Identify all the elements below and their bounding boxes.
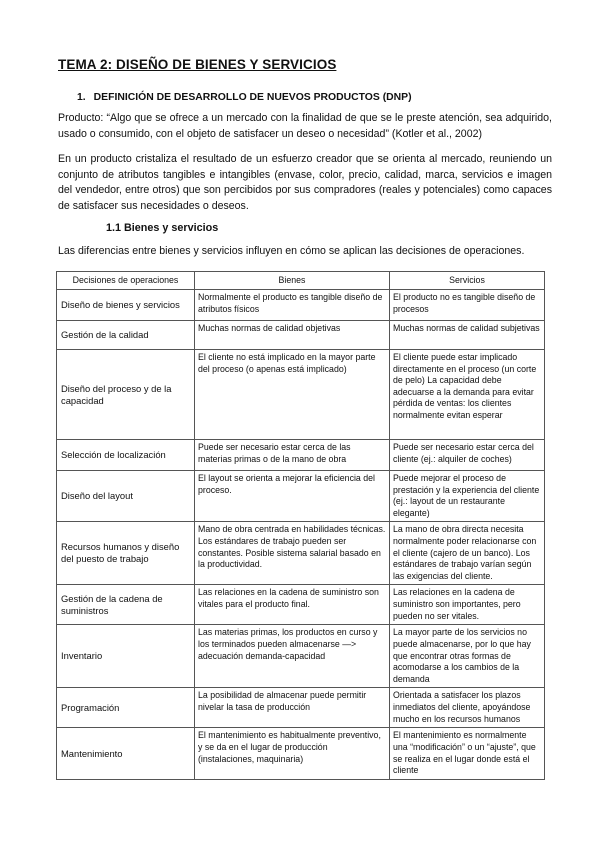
goods-cell: Puede ser necesario estar cerca de las materias primas o de la mano de obra — [195, 440, 390, 471]
goods-cell: El layout se orienta a mejorar la eficiencia del proceso. — [195, 471, 390, 522]
services-cell: Orientada a satisfacer los plazos inmediatos del cliente, apoyándose mucho en los recursos humanos — [390, 688, 545, 728]
goods-cell: Mano de obra centrada en habilidades técnicas. Los estándares de trabajo pueden ser constantes. Posible sistema salarial basado en la productividad. — [195, 522, 390, 585]
services-cell: Puede mejorar el proceso de prestación y la experiencia del cliente (ej.: layout de un restaurante elegante) — [390, 471, 545, 522]
table-row — [57, 688, 545, 728]
table-intro-text: Las diferencias entre bienes y servicios influyen en cómo se aplican las decisiones de operaciones. — [58, 245, 525, 257]
goods-cell: Las materias primas, los productos en curso y los terminados pueden almacenarse —> adecuación demanda-capacidad — [195, 625, 390, 688]
decision-cell: Mantenimiento — [57, 728, 195, 780]
table-header-row — [57, 272, 545, 290]
services-cell: La mano de obra directa necesita normalmente poder relacionarse con el cliente (cajero de un banco). Los estándares de trabajo varían según las exigencias del cliente. — [390, 522, 545, 585]
goods-cell: La posibilidad de almacenar puede permitir nivelar la tasa de producción — [195, 688, 390, 728]
services-cell: El producto no es tangible diseño de procesos — [390, 290, 545, 321]
services-cell: Las relaciones en la cadena de suministro son importantes, pero pueden no ser vitales. — [390, 585, 545, 625]
table-row — [57, 585, 545, 625]
decision-cell: Diseño del layout — [57, 471, 195, 522]
decision-cell: Recursos humanos y diseño del puesto de trabajo — [57, 522, 195, 585]
table-row — [57, 625, 545, 688]
services-cell: Puede ser necesario estar cerca del cliente (ej.: alquiler de coches) — [390, 440, 545, 471]
section-heading-text: DEFINICIÓN DE DESARROLLO DE NUEVOS PRODUCTOS (DNP) — [93, 92, 412, 103]
decision-cell: Selección de localización — [57, 440, 195, 471]
table-row — [57, 321, 545, 350]
goods-cell: El cliente no está implicado en la mayor parte del proceso (o apenas está implicado) — [195, 350, 390, 440]
header-services: Servicios — [390, 272, 545, 290]
goods-cell: El mantenimiento es habitualmente preventivo, y se da en el lugar de producción (instalaciones, maquinaria) — [195, 728, 390, 780]
product-definition-paragraph: Producto: “Algo que se ofrece a un mercado con la finalidad de que se le preste atención, sea adquirido, usado o consumido, con el objeto de satisfacer un deseo o necesidad” (Kotler et al., 2002) — [58, 112, 552, 140]
subsection-heading: 1.1 Bienes y servicios — [106, 222, 219, 234]
decision-cell: Gestión de la cadena de suministros — [57, 585, 195, 625]
table-row — [57, 522, 545, 585]
goods-vs-services-table — [56, 271, 545, 780]
table-row — [57, 471, 545, 522]
header-goods: Bienes — [195, 272, 390, 290]
goods-cell: Normalmente el producto es tangible diseño de atributos físicos — [195, 290, 390, 321]
document-title: TEMA 2: DISEÑO DE BIENES Y SERVICIOS — [58, 57, 337, 72]
section-number: 1. — [77, 92, 86, 103]
decision-cell: Gestión de la calidad — [57, 321, 195, 350]
header-decisions: Decisiones de operaciones — [57, 272, 195, 290]
product-description-paragraph: En un producto cristaliza el resultado de un esfuerzo creador que se orienta al mercado, reuniendo un conjunto de atributos tangibles e intangibles (envase, color, precio, calidad, marca, servicios e imagen del vendedor, entre otros) que son percibidos por sus compradores (reales y potenciales) como capaces de satisfacer sus necesidades o deseos. — [58, 153, 552, 212]
decision-cell: Diseño del proceso y de la capacidad — [57, 350, 195, 440]
decision-cell: Inventario — [57, 625, 195, 688]
decision-cell: Programación — [57, 688, 195, 728]
table-row — [57, 290, 545, 321]
goods-cell: Muchas normas de calidad objetivas — [195, 321, 390, 350]
table-row — [57, 728, 545, 780]
goods-cell: Las relaciones en la cadena de suministro son vitales para el producto final. — [195, 585, 390, 625]
services-cell: La mayor parte de los servicios no puede almacenarse, por lo que hay que encontrar otras formas de acomodarse a los cambios de la demanda — [390, 625, 545, 688]
table-row — [57, 350, 545, 440]
section-heading — [77, 92, 412, 103]
services-cell: Muchas normas de calidad subjetivas — [390, 321, 545, 350]
table-row — [57, 440, 545, 471]
services-cell: El cliente puede estar implicado directamente en el proceso (un corte de pelo) La capacidad debe adecuarse a la demanda para evitar pérdida de ventas: los clientes normalmente evitan esperar — [390, 350, 545, 440]
services-cell: El mantenimiento es normalmente una “modificación” o un “ajuste”, que se realiza en el lugar donde está el cliente — [390, 728, 545, 780]
decision-cell: Diseño de bienes y servicios — [57, 290, 195, 321]
